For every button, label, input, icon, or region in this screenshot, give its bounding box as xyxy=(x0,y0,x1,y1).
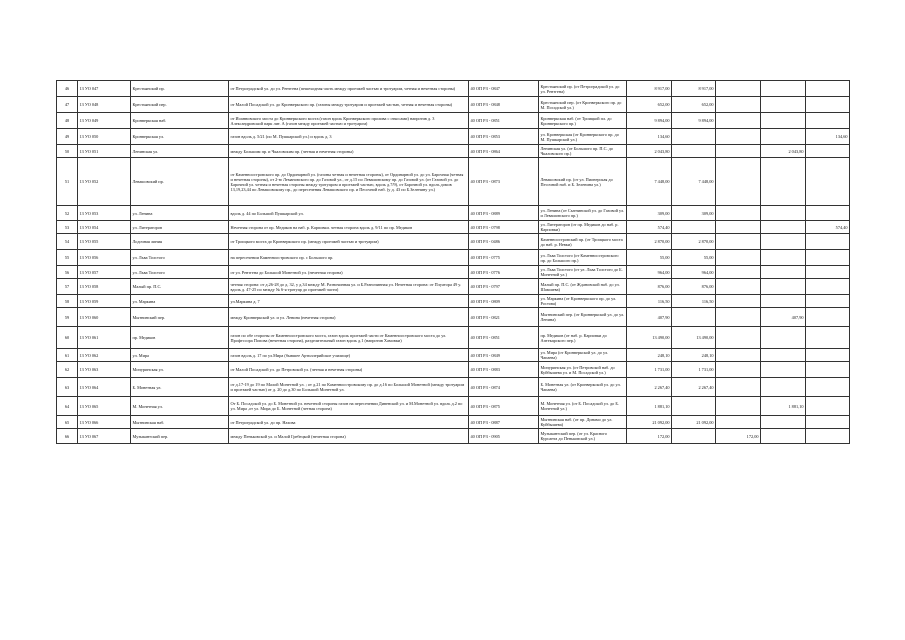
registry-number-cell: 40 ОП РЗ - 0874 xyxy=(469,378,539,397)
area-column-3-cell xyxy=(761,206,806,221)
road-section-cell: Мытнинский пер. (от Кронверкской ул. до ул. Ленина) xyxy=(539,308,627,327)
road-section-cell: Малый пр. П.С. (от Ждановской наб. до ул. Шамшева) xyxy=(539,279,627,295)
location-description-cell: ул.Маркина д. 7 xyxy=(229,295,469,308)
area-column-1-cell xyxy=(672,221,716,234)
row-number-cell: 63 xyxy=(57,378,78,397)
street-name-cell: ул. Льва Толстого xyxy=(131,266,229,279)
area-column-2-cell xyxy=(716,279,761,295)
area-column-1-cell xyxy=(672,129,716,145)
table-row xyxy=(57,416,850,429)
registry-number-cell: 40 ОП РЗ - 0821 xyxy=(469,308,539,327)
registry-number-cell: 40 ОП РЗ - 0875 xyxy=(469,397,539,416)
road-section-cell: Каменноостровский пр. (от Троицкого моста до наб. р. Невки) xyxy=(539,234,627,250)
area-column-1-cell xyxy=(672,429,716,444)
total-area-cell: 2 043,80 xyxy=(627,145,672,158)
row-number-cell: 61 xyxy=(57,349,78,362)
street-name-cell: Кронверкская ул. xyxy=(131,129,229,145)
registry-number-cell: 40 ОП РЗ - 0849 xyxy=(469,349,539,362)
road-section-cell: Ленинская ул. (от Большого пр. П.С. до Чкаловского пр.) xyxy=(539,145,627,158)
area-column-2-cell xyxy=(716,129,761,145)
total-area-cell: 1 731,00 xyxy=(627,362,672,378)
table-row xyxy=(57,308,850,327)
area-column-3-cell xyxy=(761,349,806,362)
location-description-cell: между Кронверкской ул. и ул. Ленина (нечетная сторона) xyxy=(229,308,469,327)
object-code-cell: 13 УО 057 xyxy=(78,266,131,279)
area-column-1-cell: 21 092,00 xyxy=(672,416,716,429)
total-area-cell: 309,00 xyxy=(627,206,672,221)
road-section-cell: Музыкантский пер. (от ул. Красного Курсанта до Пеньковской ул.) xyxy=(539,429,627,444)
area-column-2-cell xyxy=(716,362,761,378)
row-number-cell: 62 xyxy=(57,362,78,378)
road-section-cell: Крестьянский пер. (от Кронверкского пр. до М. Посадской ул.) xyxy=(539,97,627,113)
object-code-cell: 13 УО 054 xyxy=(78,221,131,234)
area-column-4-cell xyxy=(806,295,850,308)
location-description-cell: четная сторона: от д.26-28 до д. 32, у д.34 между М. Разночинная ул. и Б.Разночинная ул. Нечетная сторона: от Плуатора 49 у. вдоль д. 47-25 по между № 6-я тротуар до проезжей части) xyxy=(229,279,469,295)
total-area-cell: 9 894,00 xyxy=(627,113,672,129)
table-row xyxy=(57,81,850,97)
street-name-cell: пр. Медиков xyxy=(131,327,229,349)
object-code-cell: 13 УО 065 xyxy=(78,397,131,416)
street-name-cell: Музыкантский пер. xyxy=(131,429,229,444)
table-row xyxy=(57,250,850,266)
total-area-cell: 134,60 xyxy=(627,129,672,145)
area-column-1-cell: 2 267,40 xyxy=(672,378,716,397)
object-code-cell: 13 УО 058 xyxy=(78,279,131,295)
street-name-cell: Ленинская ул. xyxy=(131,145,229,158)
area-column-4-cell xyxy=(806,349,850,362)
road-section-cell: Мытнинская наб. (от пр. Динамо до ул. Куйбышева) xyxy=(539,416,627,429)
row-number-cell: 49 xyxy=(57,129,78,145)
row-number-cell: 60 xyxy=(57,327,78,349)
row-number-cell: 66 xyxy=(57,429,78,444)
road-section-cell: ул. Льва Толстого (от ул. Льва Толстого до Б. Монетной ул.) xyxy=(539,266,627,279)
area-column-2-cell xyxy=(716,250,761,266)
row-number-cell: 54 xyxy=(57,234,78,250)
registry-number-cell: 40 ОП РЗ - 0873 xyxy=(469,158,539,206)
street-name-cell: ул. Ленина xyxy=(131,206,229,221)
street-name-cell: Крестьянский пер. xyxy=(131,97,229,113)
area-column-3-cell xyxy=(761,362,806,378)
location-description-cell: газон вдоль д. 5/21 (по М. Пушкарской ул.) и вдоль д. 3 xyxy=(229,129,469,145)
location-description-cell: от д.17-19 до 19 по Малой Монетной ул. ; от д.21 по Каменноостровскому пр. до д.16 по Большой Монетной (между тротуаром и проезжей частью) от д. 20 до д.30 по Большой Монетной ул. xyxy=(229,378,469,397)
area-column-4-cell xyxy=(806,145,850,158)
total-area-cell: 407,90 xyxy=(627,308,672,327)
road-section-cell: пр. Медиков (от наб. р. Карповки до Аптекарского пер.) xyxy=(539,327,627,349)
table-body xyxy=(57,81,850,444)
area-column-3-cell xyxy=(761,158,806,206)
area-column-4-cell xyxy=(806,429,850,444)
area-column-4-cell: 134,60 xyxy=(806,129,850,145)
row-number-cell: 64 xyxy=(57,397,78,416)
table-row xyxy=(57,129,850,145)
area-column-1-cell xyxy=(672,145,716,158)
area-column-4-cell xyxy=(806,308,850,327)
area-column-2-cell xyxy=(716,81,761,97)
road-section-cell: Б. Монетная ул. (от Кронверкской ул. до ул. Чапаева) xyxy=(539,378,627,397)
area-column-4-cell xyxy=(806,81,850,97)
street-name-cell: ул. Мира xyxy=(131,349,229,362)
total-area-cell: 55,00 xyxy=(627,250,672,266)
object-code-cell: 13 УО 055 xyxy=(78,234,131,250)
road-section-cell: Кронверкская наб. (от Троицкой пл. до Кронверкского пр.) xyxy=(539,113,627,129)
registry-number-cell: 40 ОП РЗ - 0851 xyxy=(469,113,539,129)
area-column-1-cell: 9 894,00 xyxy=(672,113,716,129)
street-name-cell: Малый пр. П.С. xyxy=(131,279,229,295)
area-column-4-cell xyxy=(806,397,850,416)
location-description-cell: Нечетная сторона от пр. Медиков на наб. р. Карповки. четная сторона вдоль д. 9/11 по пр. Медиков xyxy=(229,221,469,234)
road-section-cell: Левашовский пр. (от ул. Пионерская до Песочной наб. и Б. Зеленина ул.) xyxy=(539,158,627,206)
object-code-cell: 13 УО 056 xyxy=(78,250,131,266)
total-area-cell: 652,00 xyxy=(627,97,672,113)
area-column-3-cell xyxy=(761,81,806,97)
location-description-cell: от Каменноостровского пр. до Ординарной ул. (газоны четная и нечетная стороны), от Ординарной ул. до ул. Барочная (четная и нечетная стороны), от 2-ю Лемановского пр. до Газовой ул., от д.15 по Левашовскому пр. до Газовой ул. (от Газовой ул. до Барочной ул. четная и нечетная стороны между тротуаром и проезжей частью, вдоль д.7/9), от Барочной ул. вдоль домов 13,19,23,44 по Левашовскому пр., до пересечения Левашовского пр. и Песочной наб. (у д. 43 по Б.Зеленину ул.) xyxy=(229,158,469,206)
road-section-cell: ул. Литераторов (от пр. Медиков до наб. р. Карповки) xyxy=(539,221,627,234)
area-column-4-cell xyxy=(806,113,850,129)
area-column-3-cell xyxy=(761,429,806,444)
area-column-1-cell: 7 448,00 xyxy=(672,158,716,206)
registry-number-cell: 40 ОП РЗ - 0848 xyxy=(469,97,539,113)
object-code-cell: 13 УО 063 xyxy=(78,362,131,378)
object-code-cell: 13 УО 048 xyxy=(78,97,131,113)
row-number-cell: 65 xyxy=(57,416,78,429)
registry-number-cell: 40 ОП РЗ - 0883 xyxy=(469,362,539,378)
object-code-cell: 13 УО 053 xyxy=(78,206,131,221)
area-column-4-cell xyxy=(806,206,850,221)
road-section-cell: М. Монетная ул. (от Б. Посадской ул. до Б. Монетной ул.) xyxy=(539,397,627,416)
area-column-3-cell xyxy=(761,97,806,113)
object-code-cell: 13 УО 052 xyxy=(78,158,131,206)
road-section-cell: ул. Кронверкская (от Кронверкского пр. до М. Пушкарской ул.) xyxy=(539,129,627,145)
registry-number-cell: 40 ОП РЗ - 0847 xyxy=(469,81,539,97)
total-area-cell: 964,00 xyxy=(627,266,672,279)
street-name-cell: Левашовский пр. xyxy=(131,158,229,206)
total-area-cell: 2 870,00 xyxy=(627,234,672,250)
table-row xyxy=(57,349,850,362)
area-column-3-cell xyxy=(761,327,806,349)
area-column-4-cell: 574,40 xyxy=(806,221,850,234)
street-name-cell: Мичуринская ул. xyxy=(131,362,229,378)
registry-number-cell: 40 ОП РЗ - 0797 xyxy=(469,279,539,295)
road-section-cell: Мичуринская ул. (от Петровской наб. до Куйбышева ул. и М. Посадской ул.) xyxy=(539,362,627,378)
row-number-cell: 47 xyxy=(57,97,78,113)
row-number-cell: 53 xyxy=(57,221,78,234)
total-area-cell: 7 448,00 xyxy=(627,158,672,206)
area-column-2-cell xyxy=(716,397,761,416)
area-column-4-cell xyxy=(806,327,850,349)
area-column-4-cell xyxy=(806,416,850,429)
table-row xyxy=(57,221,850,234)
area-column-1-cell: 248,10 xyxy=(672,349,716,362)
total-area-cell: 2 267,40 xyxy=(627,378,672,397)
location-description-cell: От Б. Посадской ул. до Б. Монетной ул. нечетной стороны газон на пересечении Дивенской ул. и М.Монетной ул. вдоль д.2 по ул. Мира ,от ул. Мира до Б. Монетной (четная сторона) xyxy=(229,397,469,416)
registry-number-cell: 40 ОП РЗ - 0486 xyxy=(469,234,539,250)
total-area-cell: 8 917,00 xyxy=(627,81,672,97)
row-number-cell: 46 xyxy=(57,81,78,97)
total-area-cell: 248,10 xyxy=(627,349,672,362)
area-column-2-cell xyxy=(716,349,761,362)
area-column-3-cell: 2 043,80 xyxy=(761,145,806,158)
street-name-cell: Кронверкская наб. xyxy=(131,113,229,129)
table-row xyxy=(57,362,850,378)
location-description-cell: между Пеньковской ул. и Малой Гребецкой (нечетная сторона) xyxy=(229,429,469,444)
table-row xyxy=(57,327,850,349)
registry-number-cell: 40 ОП РЗ - 0776 xyxy=(469,266,539,279)
row-number-cell: 56 xyxy=(57,266,78,279)
area-column-2-cell xyxy=(716,113,761,129)
street-name-cell: ул. Льва Толстого xyxy=(131,250,229,266)
street-name-cell: Крестьянский пр. xyxy=(131,81,229,97)
area-column-3-cell xyxy=(761,221,806,234)
area-column-3-cell xyxy=(761,234,806,250)
area-column-4-cell xyxy=(806,362,850,378)
street-name-cell: ул. Литераторов xyxy=(131,221,229,234)
table-row xyxy=(57,295,850,308)
area-column-4-cell xyxy=(806,279,850,295)
table-row xyxy=(57,113,850,129)
area-column-3-cell xyxy=(761,279,806,295)
registry-number-cell: 40 ОП РЗ - 0775 xyxy=(469,250,539,266)
location-description-cell: вдоль д. 44 по Большой Пушкарской ул. xyxy=(229,206,469,221)
table-row xyxy=(57,97,850,113)
location-description-cell: от ул. Рентгена до Большой Монетной ул. (нечетная сторона) xyxy=(229,266,469,279)
area-column-3-cell xyxy=(761,250,806,266)
street-name-cell: Мытнинский пер. xyxy=(131,308,229,327)
road-section-cell: ул. Ленина (от Сытнинской ул. до Газовой ул. и Левашовского пр.) xyxy=(539,206,627,221)
row-number-cell: 55 xyxy=(57,250,78,266)
location-description-cell: от Иоанновского моста до Кронверкского моста (газон вдоль Кронверкского пролива с откосами) напротив д. 3 Александровский парк лит. А (газон между проезжей частью и тротуаром) xyxy=(229,113,469,129)
area-column-3-cell xyxy=(761,129,806,145)
area-column-1-cell: 13 490,00 xyxy=(672,327,716,349)
object-code-cell: 13 УО 067 xyxy=(78,429,131,444)
table-row xyxy=(57,429,850,444)
object-code-cell: 13 УО 059 xyxy=(78,295,131,308)
location-description-cell: газон вдоль д. 17 по ул.Мира (бывшее Артиллерийское училище) xyxy=(229,349,469,362)
area-column-3-cell xyxy=(761,295,806,308)
road-section-cell: ул. Льва Толстого (от Каменноостровского пр. до Большого пр.) xyxy=(539,250,627,266)
area-column-2-cell xyxy=(716,295,761,308)
object-code-cell: 13 УО 050 xyxy=(78,129,131,145)
registry-number-cell: 40 ОП РЗ - 0864 xyxy=(469,145,539,158)
area-column-1-cell xyxy=(672,397,716,416)
area-column-4-cell xyxy=(806,266,850,279)
object-code-cell: 13 УО 061 xyxy=(78,327,131,349)
table-row xyxy=(57,266,850,279)
location-description-cell: на пересечении Каменноостровского пр. с Большого пр. xyxy=(229,250,469,266)
table-row xyxy=(57,378,850,397)
area-column-1-cell: 116,50 xyxy=(672,295,716,308)
area-column-3-cell xyxy=(761,113,806,129)
area-column-3-cell: 407,90 xyxy=(761,308,806,327)
registry-number-cell: 40 ОП РЗ - 0809 xyxy=(469,295,539,308)
total-area-cell: 876,00 xyxy=(627,279,672,295)
area-column-4-cell xyxy=(806,378,850,397)
document-table xyxy=(56,80,850,444)
area-column-3-cell xyxy=(761,416,806,429)
street-name-cell: Мытнинская наб. xyxy=(131,416,229,429)
location-description-cell: от Петроградской ул. до пр. Нахова xyxy=(229,416,469,429)
total-area-cell: 574,40 xyxy=(627,221,672,234)
area-column-1-cell: 876,00 xyxy=(672,279,716,295)
row-number-cell: 51 xyxy=(57,158,78,206)
location-description-cell: между Большим пр. и Чкаловским пр. (четная и нечетная стороны) xyxy=(229,145,469,158)
row-number-cell: 50 xyxy=(57,145,78,158)
area-column-2-cell xyxy=(716,206,761,221)
area-column-3-cell xyxy=(761,266,806,279)
area-column-3-cell xyxy=(761,378,806,397)
location-description-cell: от Петроградской ул. до ул. Рентгена (пешеходная часть между проезжей частью и тротуаром, четная и нечетная стороны) xyxy=(229,81,469,97)
table-row xyxy=(57,145,850,158)
area-column-4-cell xyxy=(806,250,850,266)
area-column-2-cell xyxy=(716,266,761,279)
area-column-2-cell xyxy=(716,327,761,349)
total-area-cell: 13 490,00 xyxy=(627,327,672,349)
area-column-2-cell xyxy=(716,416,761,429)
total-area-cell: 116,50 xyxy=(627,295,672,308)
area-column-4-cell xyxy=(806,234,850,250)
area-column-1-cell: 55,00 xyxy=(672,250,716,266)
object-code-cell: 13 УО 064 xyxy=(78,378,131,397)
row-number-cell: 48 xyxy=(57,113,78,129)
registry-number-cell: 40 ОП РЗ - 0853 xyxy=(469,129,539,145)
area-column-4-cell xyxy=(806,97,850,113)
street-name-cell: ул. Маркина xyxy=(131,295,229,308)
area-column-2-cell xyxy=(716,221,761,234)
registry-number-cell: 40 ОП РЗ - 0851 xyxy=(469,327,539,349)
area-column-2-cell xyxy=(716,308,761,327)
object-code-cell: 13 УО 051 xyxy=(78,145,131,158)
area-column-2-cell xyxy=(716,234,761,250)
total-area-cell: 1 881,10 xyxy=(627,397,672,416)
table-row xyxy=(57,206,850,221)
table-row xyxy=(57,279,850,295)
object-code-cell: 13 УО 049 xyxy=(78,113,131,129)
road-section-cell: Крестьянский пр. (от Петроградской ул. до ул. Рентгена) xyxy=(539,81,627,97)
registry-number-cell: 40 ОП РЗ - 0889 xyxy=(469,206,539,221)
area-column-1-cell: 964,00 xyxy=(672,266,716,279)
table-row xyxy=(57,158,850,206)
area-column-4-cell xyxy=(806,158,850,206)
registry-number-cell: 40 ОП РЗ - 0887 xyxy=(469,416,539,429)
location-description-cell: от Троицкого моста до Кронверкского пр. (между проезжей частью и тротуаром) xyxy=(229,234,469,250)
location-description-cell: газон по обе стороны от Каменноостровского моста, газон вдоль проезжей части от Каменноостровского моста до ул. Профессора Попова (нечетная сторона), разделительный газон вдоль д.1 (напротив Хамовки) xyxy=(229,327,469,349)
road-section-cell: ул. Мира (от Кронверкской ул. до ул. Чапаева) xyxy=(539,349,627,362)
area-column-3-cell: 1 881,10 xyxy=(761,397,806,416)
area-column-2-cell xyxy=(716,145,761,158)
table-row xyxy=(57,397,850,416)
road-section-cell: ул. Маркина (от Кронверкского пр. до ул. Ростова) xyxy=(539,295,627,308)
registry-number-cell: 40 ОП РЗ - 0798 xyxy=(469,221,539,234)
object-code-cell: 13 УО 047 xyxy=(78,81,131,97)
area-column-2-cell: 172,00 xyxy=(716,429,761,444)
location-description-cell: от Малой Посадской ул. до Кронверкского пр. (газоны между тротуаром и проезжей частью, четная и нечетная стороны) xyxy=(229,97,469,113)
total-area-cell: 21 092,00 xyxy=(627,416,672,429)
row-number-cell: 58 xyxy=(57,295,78,308)
street-name-cell: Лодочная линия xyxy=(131,234,229,250)
area-column-1-cell: 2 870,00 xyxy=(672,234,716,250)
street-name-cell: М. Монетная ул. xyxy=(131,397,229,416)
area-column-2-cell xyxy=(716,378,761,397)
row-number-cell: 57 xyxy=(57,279,78,295)
area-column-1-cell: 652,00 xyxy=(672,97,716,113)
location-description-cell: от Малой Посадской ул. до Петровской ул. (четная и нечетная стороны) xyxy=(229,362,469,378)
object-code-cell: 13 УО 066 xyxy=(78,416,131,429)
area-column-1-cell: 1 731,00 xyxy=(672,362,716,378)
registry-number-cell: 40 ОП РЗ - 0905 xyxy=(469,429,539,444)
total-area-cell: 172,00 xyxy=(627,429,672,444)
object-code-cell: 13 УО 062 xyxy=(78,349,131,362)
row-number-cell: 59 xyxy=(57,308,78,327)
object-code-cell: 13 УО 060 xyxy=(78,308,131,327)
area-column-2-cell xyxy=(716,158,761,206)
street-name-cell: Б. Монетная ул. xyxy=(131,378,229,397)
table-row xyxy=(57,234,850,250)
area-column-1-cell: 309,00 xyxy=(672,206,716,221)
row-number-cell: 52 xyxy=(57,206,78,221)
area-column-1-cell: 8 917,00 xyxy=(672,81,716,97)
area-column-1-cell xyxy=(672,308,716,327)
area-column-2-cell xyxy=(716,97,761,113)
